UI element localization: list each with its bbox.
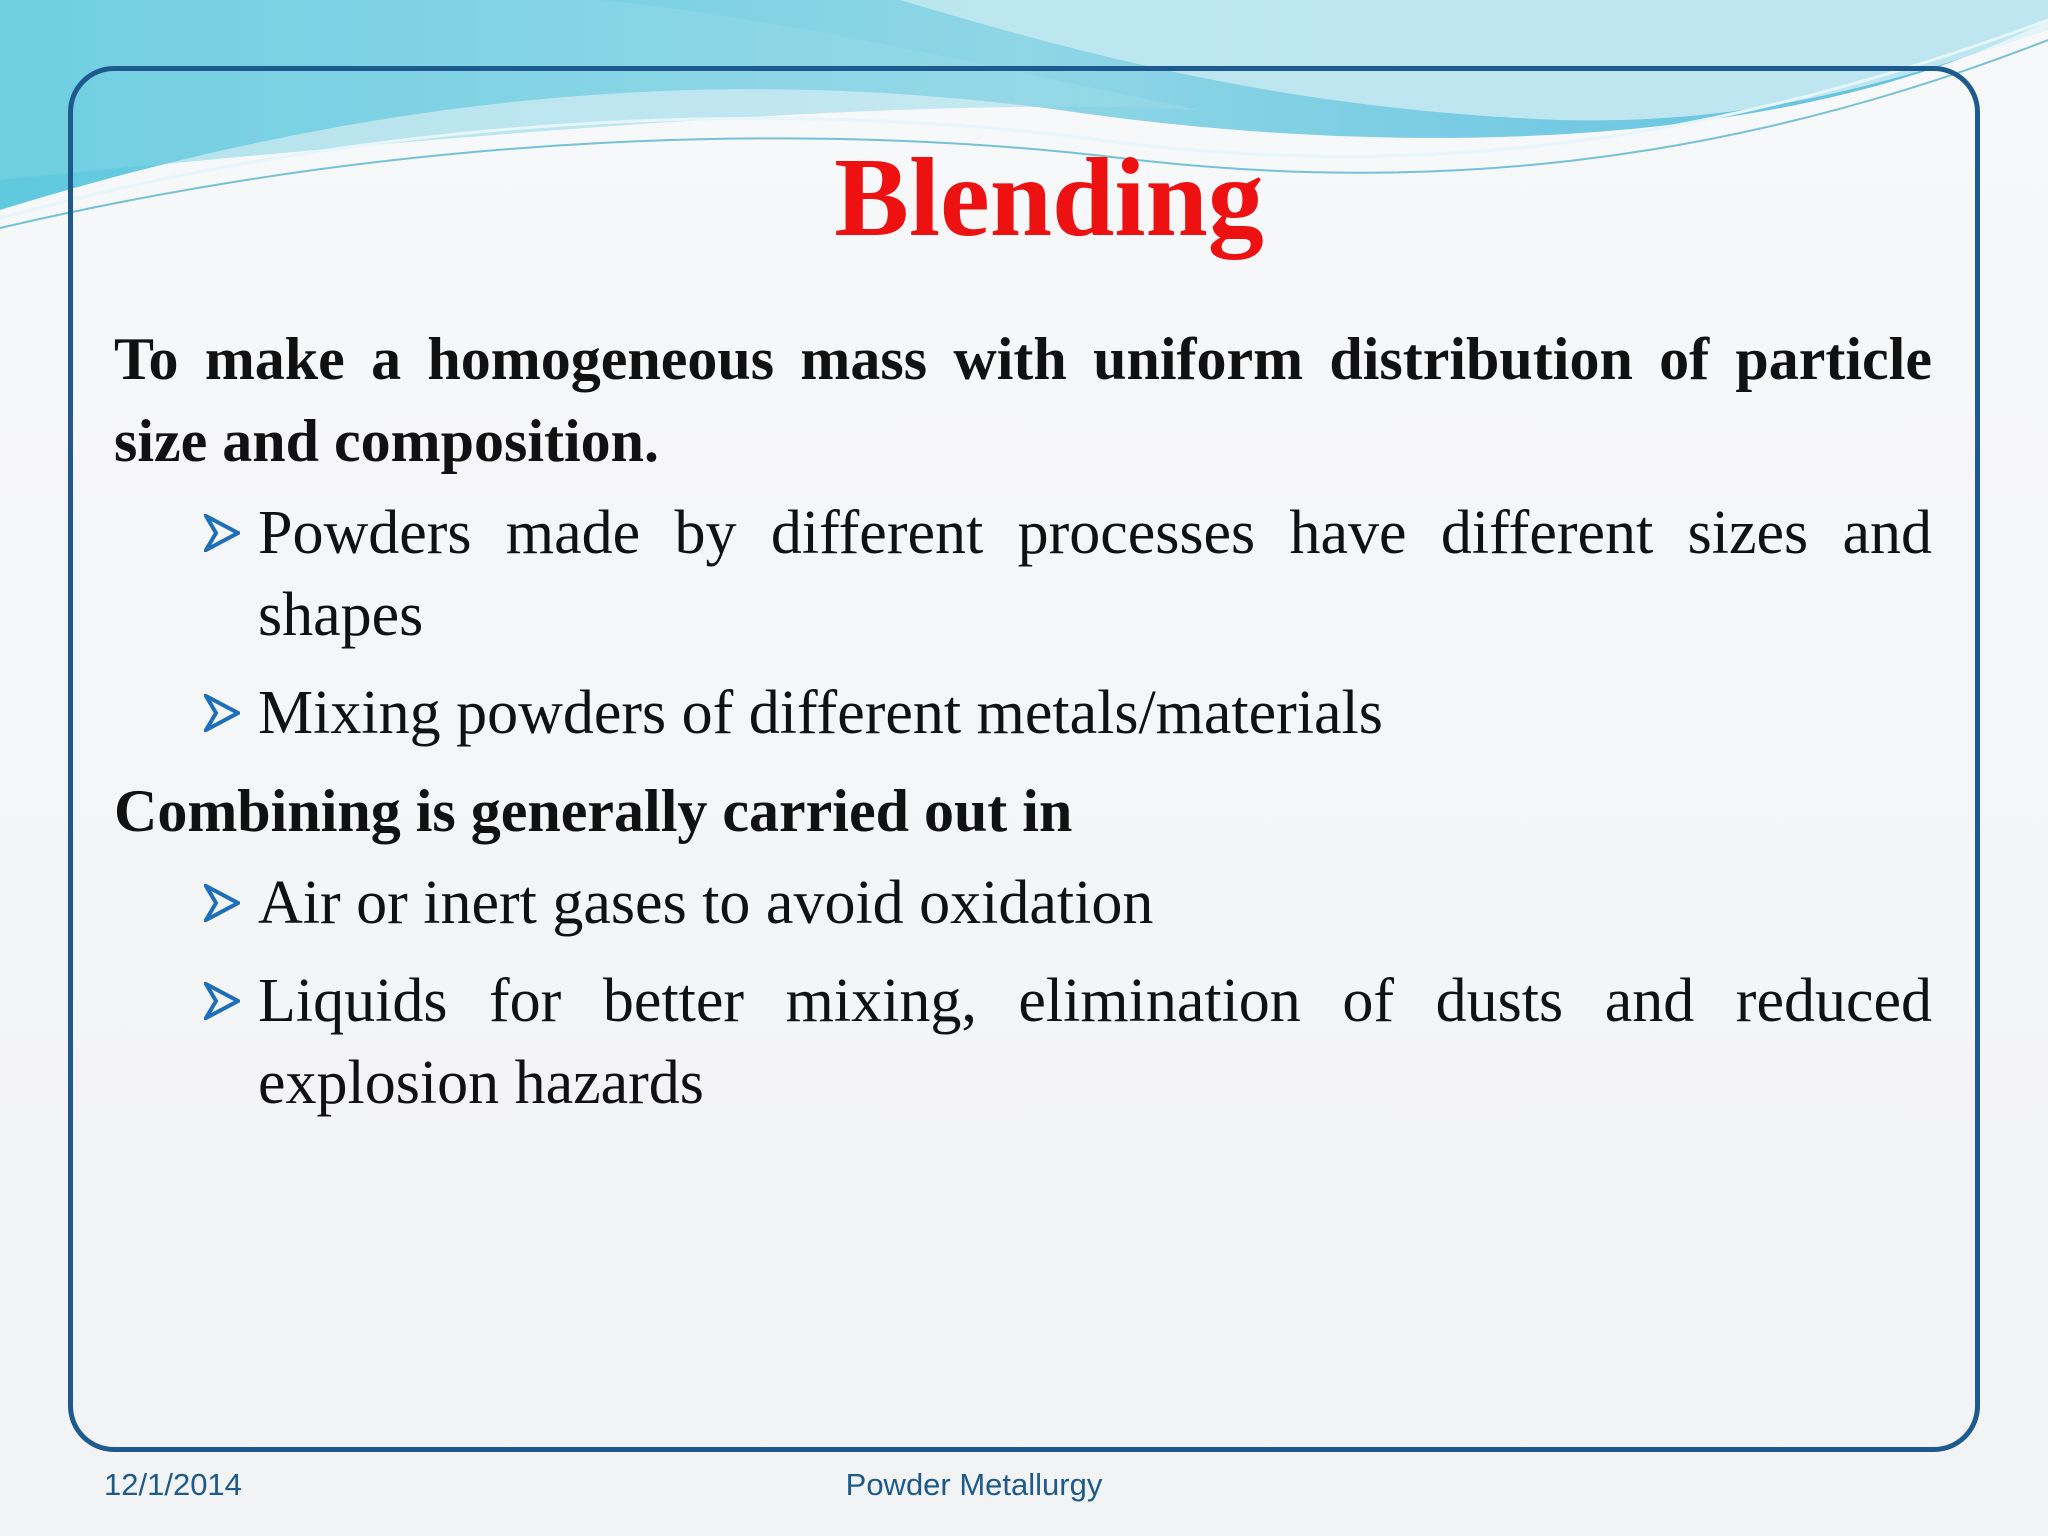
footer-title: Powder Metallurgy xyxy=(845,1467,1103,1502)
bullet-text: Liquids for better mixing, elimination of dusts and reduced explosion hazards xyxy=(258,967,1932,1117)
section-bullet-list xyxy=(114,862,1932,1124)
slide-title: Blending xyxy=(834,136,1264,260)
list-item xyxy=(114,492,1932,656)
arrow-right-icon xyxy=(204,884,240,922)
footer-date: 12/1/2014 xyxy=(104,1467,242,1502)
slide-body xyxy=(114,318,1932,1140)
intro-paragraph: To make a homogeneous mass with uniform distribution of particle size and composition. xyxy=(114,326,1932,474)
list-item xyxy=(114,862,1932,944)
section-heading: Combining is generally carried out in xyxy=(114,778,1073,844)
list-item xyxy=(114,672,1932,754)
arrow-right-icon xyxy=(204,982,240,1020)
bullet-text: Air or inert gases to avoid oxidation xyxy=(258,869,1154,937)
bullet-text: Powders made by different processes have different sizes and shapes xyxy=(258,499,1932,649)
bullet-text: Mixing powders of different metals/materials xyxy=(258,679,1383,747)
arrow-right-icon xyxy=(204,514,240,552)
arrow-right-icon xyxy=(204,694,240,732)
intro-bullet-list xyxy=(114,492,1932,754)
list-item xyxy=(114,960,1932,1124)
